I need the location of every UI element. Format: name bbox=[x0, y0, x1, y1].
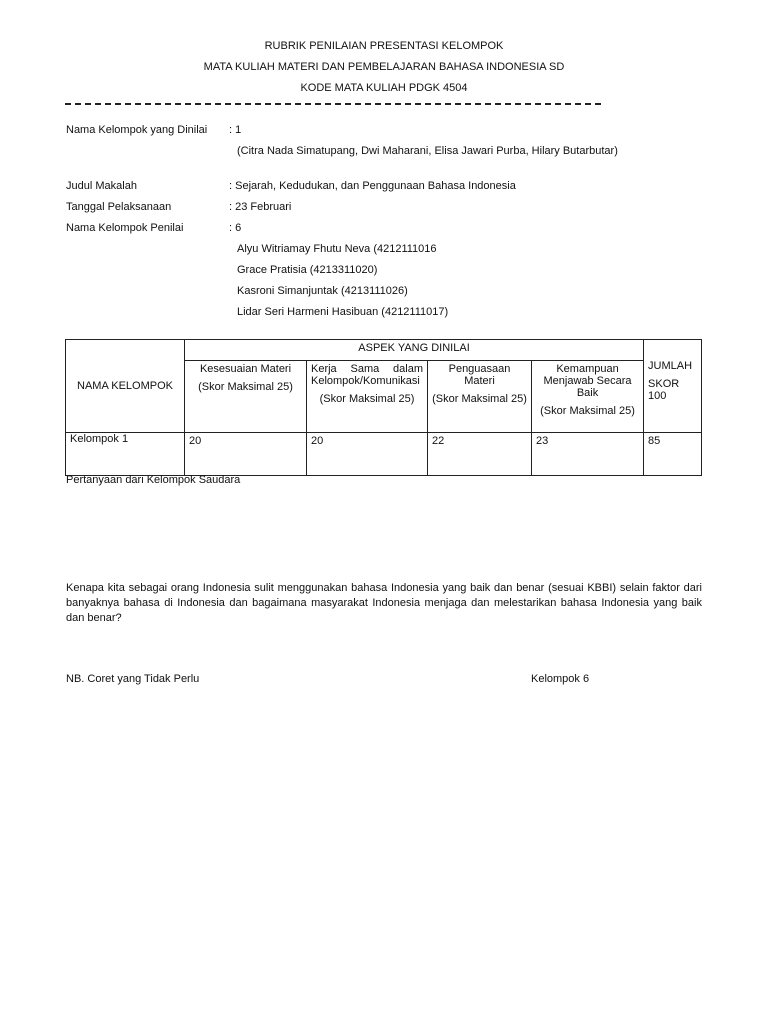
aspek-max: (Skor Maksimal 25) bbox=[319, 393, 415, 405]
col-header-nama-kelompok: NAMA KELOMPOK bbox=[66, 340, 185, 433]
aspek-title: Kemampuan Menjawab Secara Baik bbox=[543, 363, 632, 399]
score-cell: 23 bbox=[532, 433, 644, 476]
aspek-penguasaan bbox=[428, 361, 532, 433]
table-row bbox=[66, 433, 702, 476]
aspek-kemampuan bbox=[532, 361, 644, 433]
aspek-kesesuaian bbox=[185, 361, 307, 433]
score-cell: 22 bbox=[428, 433, 532, 476]
footer-note: NB. Coret yang Tidak Perlu bbox=[66, 673, 200, 685]
jumlah-sub: SKOR 100 bbox=[648, 378, 680, 402]
judul-label: Judul Makalah bbox=[66, 180, 137, 192]
footer-group: Kelompok 6 bbox=[531, 673, 590, 685]
penilai-member: Lidar Seri Harmeni Hasibuan (4212111017) bbox=[237, 306, 449, 318]
aspek-header: ASPEK YANG DINILAI bbox=[185, 340, 644, 361]
col-header-jumlah bbox=[644, 340, 702, 433]
penilai-member: Alyu Witriamay Fhutu Neva (4212111016 bbox=[237, 243, 437, 255]
score-cell: 20 bbox=[185, 433, 307, 476]
penilai-member: Grace Pratisia (4213311020) bbox=[237, 264, 378, 276]
kelompok-dinilai-members: (Citra Nada Simatupang, Dwi Maharani, Elisa Jawari Purba, Hilary Butarbutar) bbox=[237, 145, 618, 157]
aspek-max: (Skor Maksimal 25) bbox=[432, 393, 527, 405]
aspek-title: Kesesuaian Materi bbox=[199, 363, 292, 375]
kelompok-dinilai-label: Nama Kelompok yang Dinilai bbox=[66, 124, 208, 136]
penilai-label: Nama Kelompok Penilai bbox=[66, 222, 184, 234]
score-cell: 20 bbox=[307, 433, 428, 476]
tanggal-value: : 23 Februari bbox=[229, 201, 292, 213]
penilai-member: Kasroni Simanjuntak (4213111026) bbox=[237, 285, 408, 297]
header-course-code: KODE MATA KULIAH PDGK 4504 bbox=[300, 82, 468, 94]
aspek-kerjasama bbox=[307, 361, 428, 433]
pertanyaan-label: Pertanyaan dari Kelompok Saudara bbox=[66, 474, 241, 486]
aspek-title: Kerja Sama dalam Kelompok/Komunikasi bbox=[311, 363, 423, 387]
tanggal-label: Tanggal Pelaksanaan bbox=[66, 201, 172, 213]
judul-value: : Sejarah, Kedudukan, dan Penggunaan Bahasa Indonesia bbox=[229, 180, 516, 192]
rubric-table bbox=[65, 339, 702, 476]
aspek-title: Penguasaan Materi bbox=[448, 363, 511, 387]
penilai-value: : 6 bbox=[229, 222, 242, 234]
total-cell: 85 bbox=[644, 433, 702, 476]
dashed-divider bbox=[65, 103, 601, 105]
header-title: RUBRIK PENILAIAN PRESENTASI KELOMPOK bbox=[264, 40, 504, 52]
aspek-max: (Skor Maksimal 25) bbox=[198, 381, 293, 393]
jumlah-title: JUMLAH bbox=[648, 360, 693, 372]
aspek-max: (Skor Maksimal 25) bbox=[540, 405, 635, 417]
row-name: Kelompok 1 bbox=[66, 433, 185, 476]
header-course: MATA KULIAH MATERI DAN PEMBELAJARAN BAHASA INDONESIA SD bbox=[203, 61, 565, 73]
kelompok-dinilai-value: : 1 bbox=[229, 124, 242, 136]
question-text: Kenapa kita sebagai orang Indonesia sulit menggunakan bahasa Indonesia yang baik dan benar (sesuai KBBI) selain faktor dari banyaknya bahasa di Indonesia dan bagaimana masyarakat Indonesia menjaga dan melestarikan bahasa Indonesia yang baik dan benar? bbox=[66, 582, 702, 624]
